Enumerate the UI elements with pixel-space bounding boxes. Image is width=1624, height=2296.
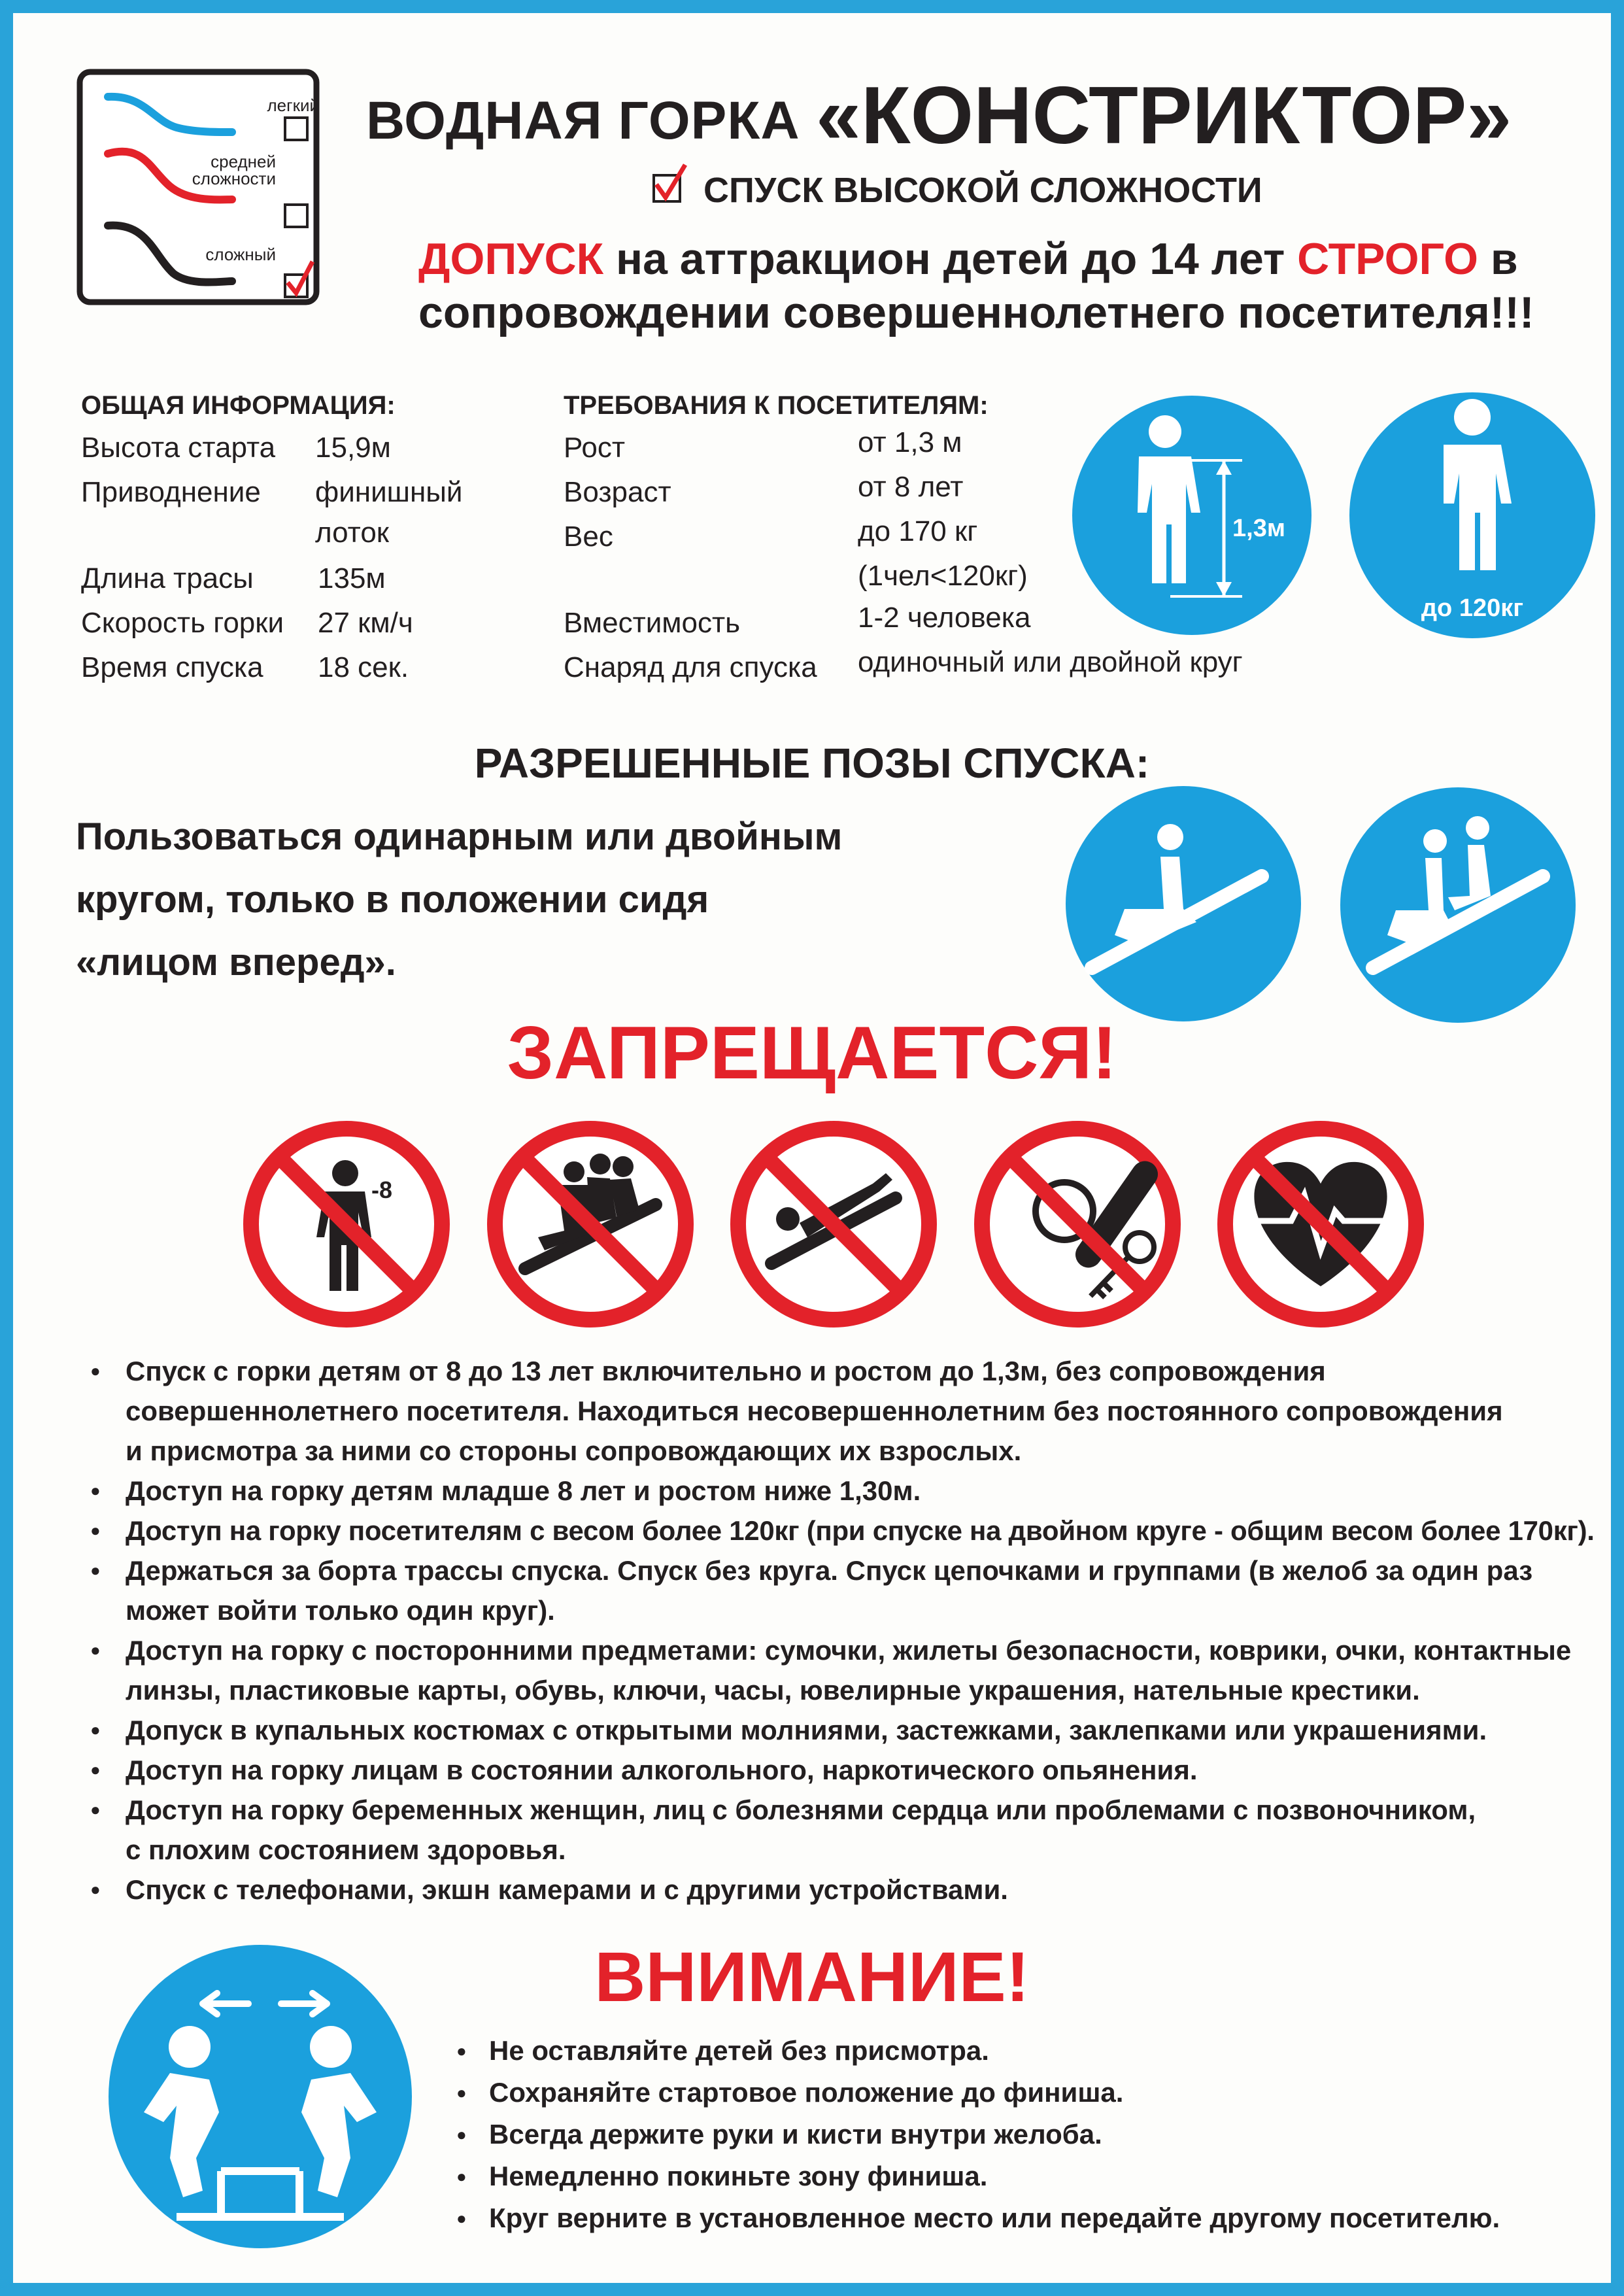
req-value: 1-2 человека	[858, 602, 1031, 634]
no-lying-icon	[738, 1129, 929, 1320]
info-label: Длина трасы	[81, 562, 254, 594]
list-item: ● Доступ на горку лицам в состоянии алкогольного, наркотического опьянения.	[85, 1750, 1595, 1790]
general-info-heading: ОБЩАЯ ИНФОРМАЦИЯ:	[81, 391, 396, 420]
poses-text	[76, 806, 1011, 994]
forbidden-heading: ЗАПРЕЩАЕТСЯ!	[507, 1012, 1117, 1095]
weight-sign-icon	[1349, 392, 1595, 638]
double-pose-icon	[1340, 787, 1576, 1023]
info-value: 15,9м	[315, 432, 391, 464]
list-item: ● Не оставляйте детей без присмотра.	[455, 2030, 1500, 2072]
info-label: Приводнение	[81, 476, 261, 508]
req-value: (1чел<120кг)	[858, 560, 1028, 592]
legend-medium-1: средней	[211, 152, 276, 171]
list-item: ● Доступ на горку посетителям с весом более 120кг (при спуске на двойном круге - общим весом более 170кг).	[85, 1511, 1595, 1551]
access-text-2: в	[1478, 234, 1518, 284]
attention-list	[455, 2030, 1500, 2239]
info-value: 27 км/ч	[318, 607, 413, 639]
list-item: ● Немедленно покиньте зону финиша.	[455, 2155, 1500, 2197]
req-label: Возраст	[564, 476, 671, 508]
list-item: ● Доступ на горку беременных женщин, лиц с болезнями сердца или проблемами с позвоночником, с плохим состоянием здоровья.	[85, 1790, 1595, 1870]
list-item: ● Круг верните в установленное место или передайте другому посетителю.	[455, 2197, 1500, 2239]
list-item: ● Доступ на горку с посторонними предметами: сумочки, жилеты безопасности, коврики, очки, контактные линзы, пластиковые карты, обувь, ключи, часы, ювелирные украшения, нательные крестики.	[85, 1630, 1595, 1710]
no-items-icon	[982, 1129, 1173, 1320]
title-prefix: ВОДНАЯ ГОРКА	[366, 91, 800, 150]
no-heart-problems-icon	[1225, 1129, 1416, 1320]
height-sign-icon	[1072, 396, 1311, 635]
access-notice	[418, 232, 1534, 339]
legend-hard: сложный	[205, 245, 276, 264]
req-value: от 1,3 м	[858, 426, 962, 458]
info-label: Высота старта	[81, 432, 276, 464]
info-value: финишный	[315, 476, 463, 508]
info-value: лоток	[315, 517, 390, 549]
req-label: Вместимость	[564, 607, 741, 639]
list-item: ● Спуск с горки детям от 8 до 13 лет включительно и ростом до 1,3м, без сопровождения совершеннолетнего посетителя. Находиться несовершеннолетним без постоянного сопровождения и присмотра за ними со стороны сопровождающих их взрослых.	[85, 1351, 1595, 1471]
list-item: ● Сохраняйте стартовое положение до финиша.	[455, 2072, 1500, 2114]
info-value: 135м	[318, 562, 386, 594]
req-value: одиночный или двойной круг	[858, 646, 1243, 678]
list-item: ● Допуск в купальных костюмах с открытыми молниями, застежками, заклепками или украшениями.	[85, 1710, 1595, 1750]
info-value: 18 сек.	[318, 651, 409, 683]
poses-heading: РАЗРЕШЕННЫЕ ПОЗЫ СПУСКА:	[474, 740, 1150, 787]
legend-medium-2: сложности	[192, 169, 276, 188]
poster	[13, 13, 1611, 2283]
req-value: от 8 лет	[858, 471, 964, 503]
single-pose-icon	[1066, 786, 1301, 1021]
legend-easy: легкий	[267, 95, 319, 115]
req-label: Вес	[564, 521, 613, 553]
poses-line: Пользоваться одинарным или двойным	[76, 815, 843, 858]
access-text-1: на аттракцион детей до 14 лет	[603, 234, 1298, 284]
info-label: Время спуска	[81, 651, 263, 683]
list-item: ● Всегда держите руки и кисти внутри желоба.	[455, 2114, 1500, 2155]
weight-label: до 120кг	[1421, 594, 1524, 622]
access-line-2: сопровождении совершеннолетнего посетителя!!!	[418, 288, 1534, 337]
list-item: ● Доступ на горку детям младше 8 лет и ростом ниже 1,30м.	[85, 1471, 1595, 1511]
info-label: Скорость горки	[81, 607, 284, 639]
height-label: 1,3м	[1232, 515, 1285, 542]
req-label: Рост	[564, 432, 626, 464]
title-name: «КОНСТРИКТОР»	[816, 71, 1512, 161]
strictly-word: СТРОГО	[1297, 234, 1479, 284]
difficulty-legend	[80, 72, 319, 302]
poses-line: «лицом вперед».	[76, 941, 396, 984]
complexity-label: СПУСК ВЫСОКОЙ СЛОЖНОСТИ	[703, 171, 1262, 210]
easy-checkbox	[285, 118, 307, 140]
poses-line: кругом, только в положении сидя	[76, 878, 709, 921]
no-group-icon	[495, 1129, 686, 1320]
access-word: ДОПУСК	[418, 234, 604, 284]
medium-checkbox	[285, 205, 307, 227]
forbidden-list	[85, 1351, 1595, 1910]
list-item: ● Спуск с телефонами, экшн камерами и с другими устройствами.	[85, 1870, 1595, 1910]
req-value: до 170 кг	[858, 515, 978, 547]
attention-heading: ВНИМАНИЕ!	[594, 1937, 1030, 2016]
age-label: -8	[371, 1176, 393, 1203]
requirements-heading: ТРЕБОВАНИЯ К ПОСЕТИТЕЛЯМ:	[564, 391, 989, 420]
req-label: Снаряд для спуска	[564, 651, 817, 683]
no-under-8-icon	[251, 1129, 442, 1320]
list-item: ● Держаться за борта трассы спуска. Спуск без круга. Спуск цепочками и группами (в желоб за один раз может войти только один круг).	[85, 1551, 1595, 1630]
